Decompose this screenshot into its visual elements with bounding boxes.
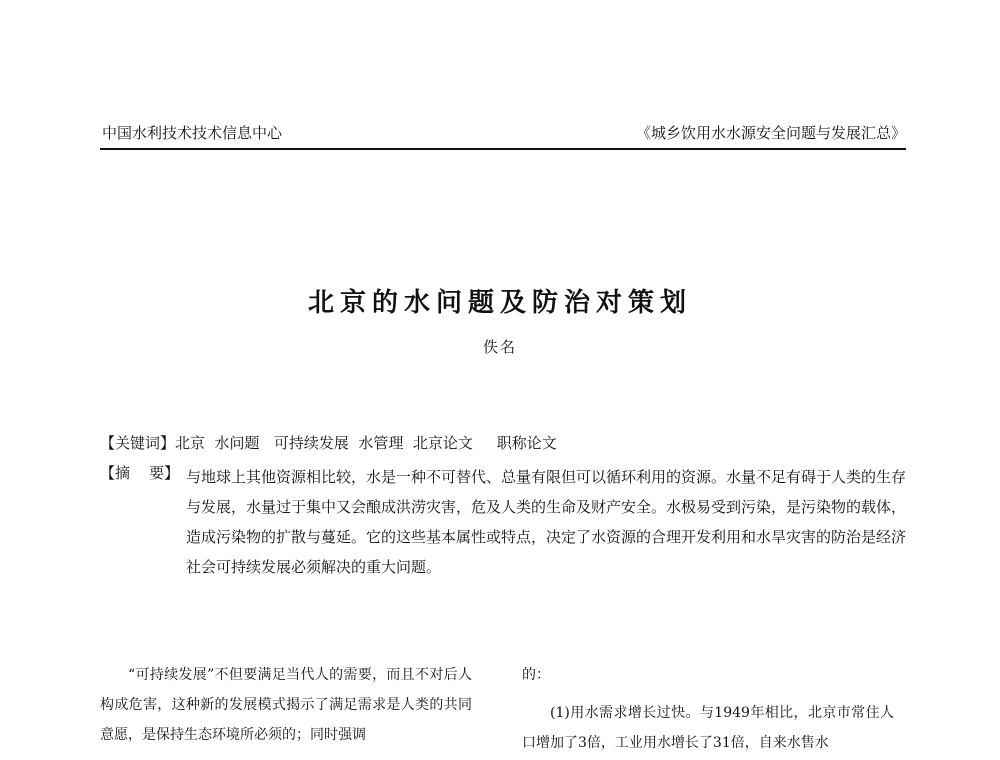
body-column-left: [100, 660, 472, 750]
abstract-label: 【摘 要】: [100, 464, 180, 482]
body-paragraph-lead: 的：: [522, 667, 550, 683]
header-organization: 中国水利技术技术信息中心: [102, 124, 283, 142]
article-title: 北京的水问题及防治对策划: [307, 288, 692, 318]
keywords-label: 【关键词】: [100, 434, 176, 452]
header-divider: [100, 148, 906, 150]
abstract-text: 与地球上其他资源相比较，水是一种不可替代、总量有限但可以循环利用的资源。水量不足有碍于人类的生存与发展，水量过于集中又会酿成洪涝灾害，危及人类的生命及财产安全。水极易受到污染，是污染物的载体，造成污染物的扩散与蔓延。它的这些基本属性或特点，决定了水资源的合理开发利用和水旱灾害的防治是经济社会可持续发展必须解决的重大问题。: [186, 468, 907, 576]
article-author: 佚名: [482, 338, 517, 356]
header-publication-title: 《城乡饮用水水源安全问题与发展汇总》: [635, 124, 906, 142]
keywords-line: [100, 432, 910, 453]
running-header: [102, 122, 906, 148]
body-column-right: [522, 660, 894, 758]
body-paragraph: (1)用水需求增长过快。与1949年相比，北京市常住人口增加了3倍，工业用水增长了31倍，自来水售水: [522, 705, 894, 751]
body-paragraph: “可持续发展”不但要满足当代人的需要，而且不对后人构成危害，这种新的发展模式揭示了满足需求是人类的共同意愿，是保持生态环境所必须的；同时强调: [100, 667, 472, 743]
keywords-text: 北京 水问题 可持续发展 水管理 北京论文 职称论文: [175, 434, 557, 452]
